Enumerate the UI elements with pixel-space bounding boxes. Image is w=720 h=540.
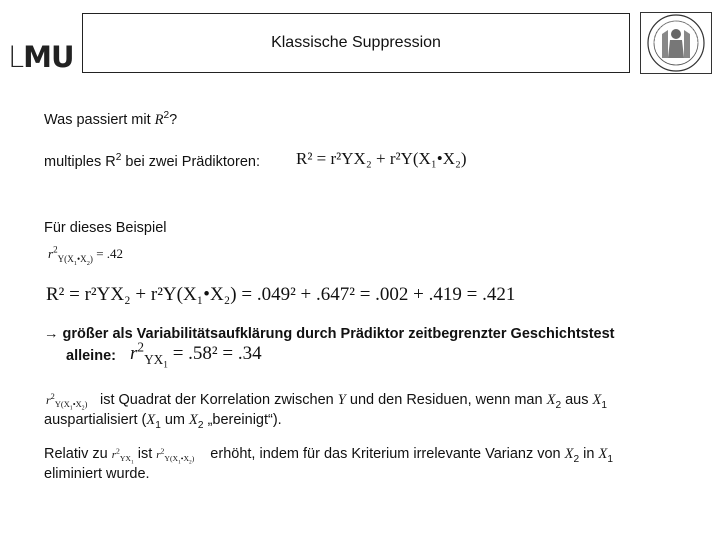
paragraph2-line1 — [44, 445, 613, 464]
question-line — [44, 111, 177, 129]
formula-partial-number: = .42 — [96, 246, 124, 261]
para2-var-x2-sub: 2 — [573, 453, 580, 465]
para2-var-x1-sub: 1 — [607, 453, 613, 465]
para1-var-y: Y — [337, 392, 346, 408]
inline-partial-symbol: $r^2_{Y(X_1•X_2)}$ — [46, 392, 88, 413]
bold-statement-text: größer als Variabilitätsaufklärung durch Prädiktor zeitbegrenzter Geschichtstest — [62, 326, 615, 342]
multiple-r-suffix: bei zwei Prädiktoren: — [121, 154, 260, 170]
para1-var-x1: X — [592, 392, 602, 408]
paragraph2-line2: eliminiert wurde. — [44, 466, 150, 482]
para1-line2-var-x1: X — [146, 412, 156, 428]
para1-line2-var-x2-sub: 2 — [197, 419, 204, 431]
para1-text-b: und den Residuen, wenn man — [349, 392, 543, 408]
question-sup: 2 — [163, 110, 170, 122]
para1-line2-var-x2: X — [189, 412, 198, 428]
question-prefix: Was passiert mit — [44, 112, 155, 128]
para2-text-d: in — [583, 446, 595, 462]
university-seal-icon — [640, 12, 712, 74]
lmu-logo — [8, 40, 74, 74]
para2-text-c: erhöht, indem für das Kriterium irrelevante Varianz von — [210, 446, 561, 462]
para2-text-a: Relativ zu — [44, 446, 108, 462]
multiple-r-sup: 2 — [115, 152, 122, 164]
paragraph1-line1 — [100, 391, 607, 409]
question-suffix: ? — [169, 112, 178, 128]
inline-partial-symbol-2: $r^2_{Y(X_1•X_2)}$ — [156, 446, 195, 466]
formula-r2-computation: R² = r²YX₂ + r²Y(X₁•X₂) = .049² + .647² = .002 + .419 = .421 — [46, 284, 516, 305]
formula-multiple-r: R² = r²YX₂ + r²Y(X₁•X₂) — [296, 149, 467, 168]
multiple-r-text: multiples R — [44, 154, 116, 170]
bold-statement-line2: alleine: — [66, 348, 116, 364]
para2-text-b: ist — [137, 446, 153, 462]
logo-letters-mu: MU — [23, 40, 74, 74]
para1-line2-var-x1-sub: 1 — [155, 419, 161, 431]
formula-single-number: = .58² = .34 — [172, 343, 262, 364]
formula-single-r: $r^2_{YX_1} = .58^2 = .34$ — [130, 339, 262, 371]
para1-line2-text-a: auspartialisiert ( — [44, 412, 147, 428]
arrow-right-icon: → — [44, 326, 59, 342]
page-title: Klassische Suppression — [271, 34, 441, 51]
inline-single-symbol: $r^2_{YX_1}$ — [111, 446, 134, 466]
multiple-r-line — [44, 153, 260, 171]
para1-var-x2: X — [546, 392, 556, 408]
paragraph1-line2 — [44, 411, 282, 429]
formula-partial-value: $r^2_{Y(X_1•X_2)} = .42$ — [48, 244, 124, 267]
bold-statement-line1 — [44, 325, 615, 343]
para1-text-c: aus — [565, 392, 589, 408]
para1-text-a: ist Quadrat der Korrelation zwischen — [100, 392, 334, 408]
para1-line2-text-b: um — [160, 412, 190, 428]
question-var: R — [154, 112, 164, 128]
logo-letter-l: L — [8, 40, 24, 74]
para1-line2-text-c: „bereinigt“). — [203, 412, 282, 428]
para2-var-x2: X — [564, 446, 574, 462]
example-heading: Für dieses Beispiel — [44, 220, 167, 236]
para2-var-x1: X — [598, 446, 608, 462]
para1-var-x2-sub: 2 — [555, 399, 562, 411]
para1-var-x1-sub: 1 — [601, 399, 608, 411]
